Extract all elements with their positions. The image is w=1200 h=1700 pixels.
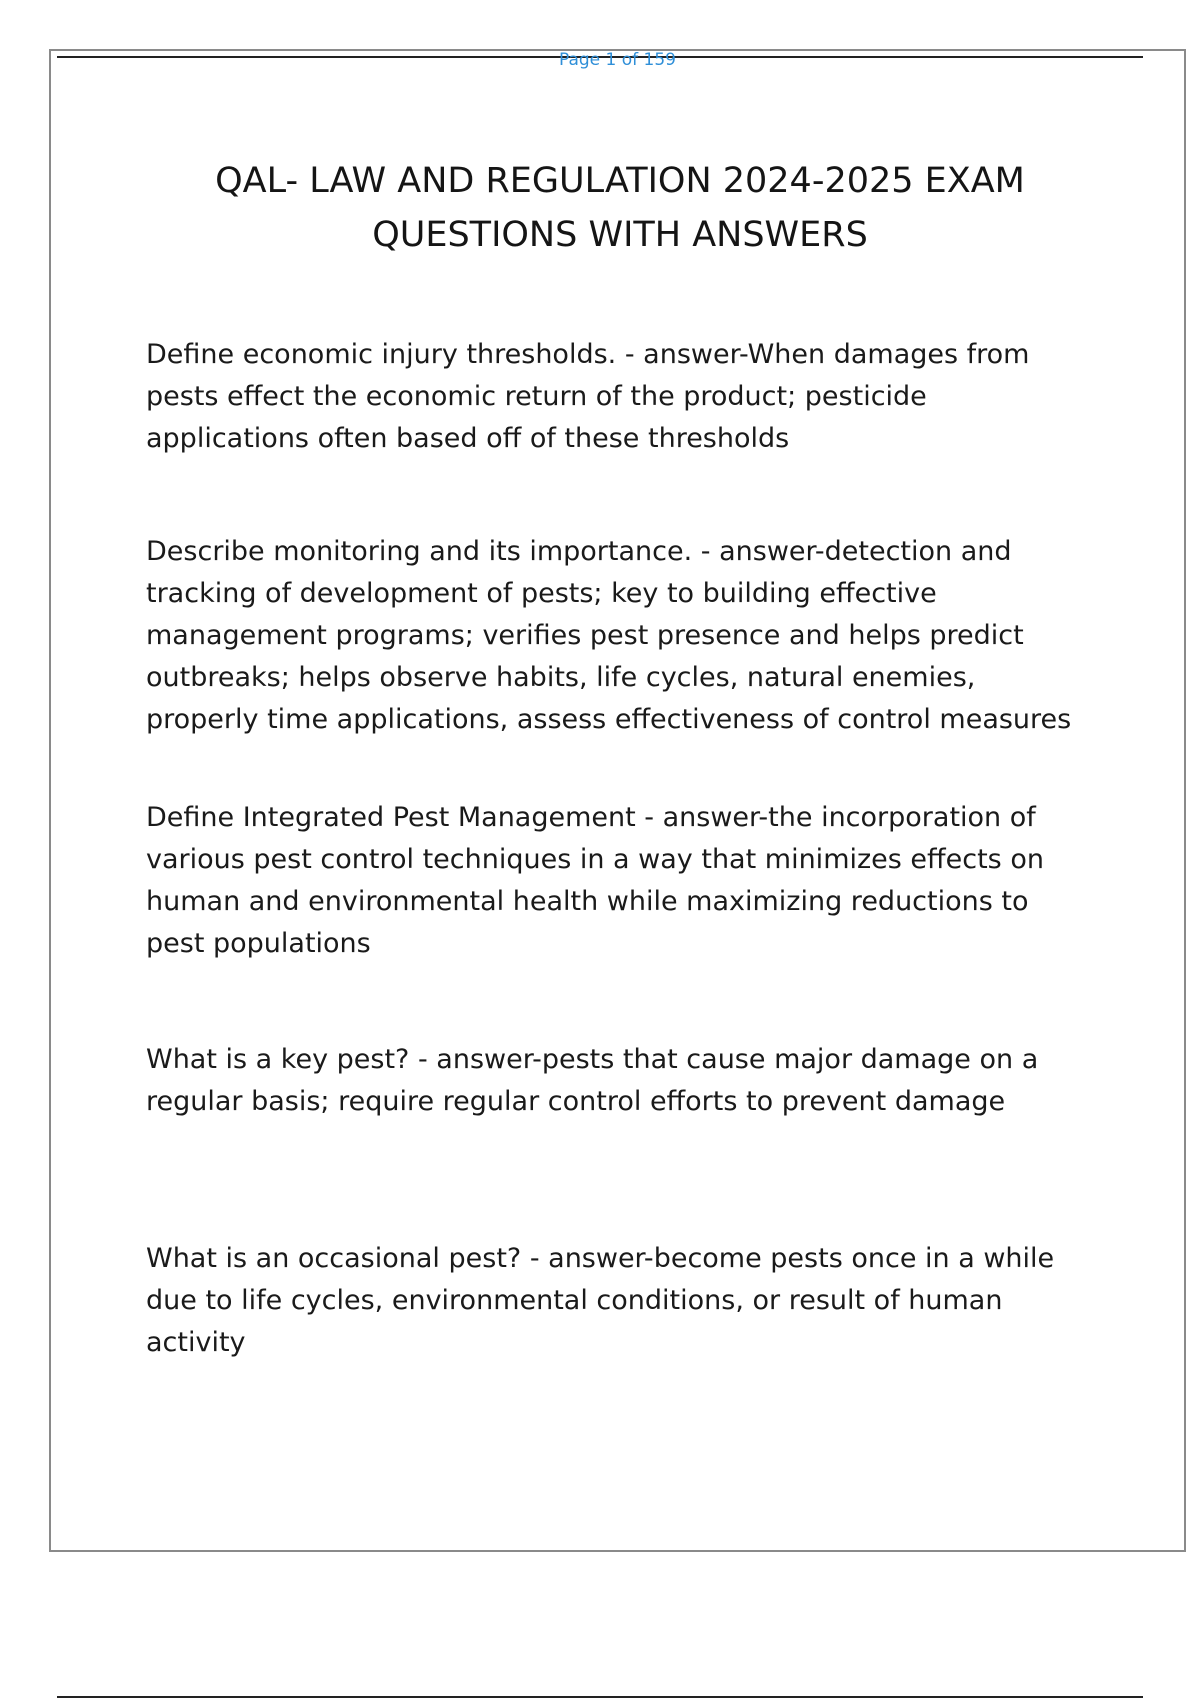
question-text: What is a key pest?	[146, 1044, 410, 1075]
qa-item-economic-injury	[146, 334, 1086, 460]
question-text: Describe monitoring and its importance.	[146, 536, 693, 567]
answer-separator: - answer-	[521, 1243, 654, 1274]
answer-text: When damages from pests effect the economic return of the product; pesticide applications often based off of these thresholds	[146, 339, 1030, 454]
page-indicator: Page 1 of 159	[558, 50, 677, 70]
qa-item-occasional-pest	[146, 1238, 1086, 1364]
answer-text: detection and tracking of development of pests; key to building effective management programs; verifies pest presence and helps predict outbreaks; helps observe habits, life cycles, natural enemies, properly time applications, assess effectiveness of control measures	[146, 536, 1072, 735]
qa-item-monitoring	[146, 531, 1086, 741]
question-text: Define economic injury thresholds.	[146, 339, 617, 370]
question-text: Define Integrated Pest Management	[146, 802, 636, 833]
answer-separator: - answer-	[616, 339, 748, 370]
answer-separator: - answer-	[635, 802, 769, 833]
answer-text: become pests once in a while due to life cycles, environmental conditions, or result of human activity	[146, 1243, 1055, 1358]
answer-separator: - answer-	[692, 536, 825, 567]
bottom-rule	[57, 1696, 1143, 1698]
answer-text: the incorporation of various pest control techniques in a way that minimizes effects on human and environmental health while maximizing reductions to pest populations	[146, 802, 1044, 959]
question-text: What is an occasional pest?	[146, 1243, 522, 1274]
answer-text: pests that cause major damage on a regular basis; require regular control efforts to prevent damage	[146, 1044, 1039, 1117]
document-title: QAL- LAW AND REGULATION 2024-2025 EXAM QUESTIONS WITH ANSWERS	[215, 161, 1025, 255]
qa-item-key-pest	[146, 1039, 1086, 1123]
qa-item-ipm	[146, 797, 1086, 965]
answer-separator: - answer-	[409, 1044, 542, 1075]
